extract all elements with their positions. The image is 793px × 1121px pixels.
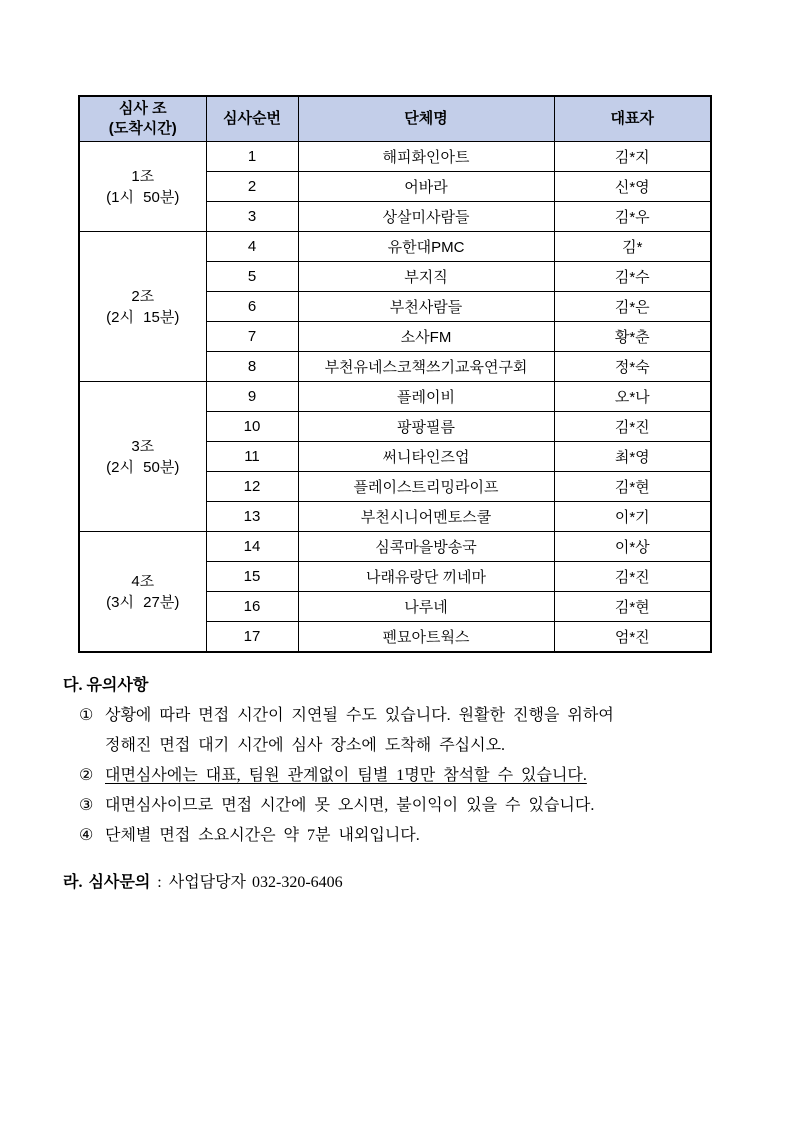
cell-representative: 최*영 bbox=[554, 442, 711, 472]
group-arrival-time: (2시 50분) bbox=[106, 458, 180, 476]
header-representative: 대표자 bbox=[554, 96, 711, 142]
group-arrival-time: (3시 27분) bbox=[106, 593, 180, 611]
cell-representative: 정*숙 bbox=[554, 352, 711, 382]
cell-order-number: 14 bbox=[206, 532, 298, 562]
cell-representative: 김*진 bbox=[554, 562, 711, 592]
cell-organization-name: 소사FM bbox=[298, 322, 554, 352]
notes-list bbox=[63, 701, 735, 851]
notes-section bbox=[63, 671, 735, 914]
group-name: 2조 bbox=[131, 287, 155, 305]
note-text bbox=[105, 761, 735, 791]
cell-representative: 이*기 bbox=[554, 502, 711, 532]
note-marker: ③ bbox=[79, 797, 94, 814]
notes-title: 다. 유의사항 bbox=[63, 677, 149, 694]
note-text-line: 대면심사이므로 면접 시간에 못 오시면, 불이익이 있을 수 있습니다. bbox=[105, 797, 595, 814]
cell-representative: 엄*진 bbox=[554, 622, 711, 653]
cell-order-number: 11 bbox=[206, 442, 298, 472]
cell-order-number: 12 bbox=[206, 472, 298, 502]
cell-representative: 김*현 bbox=[554, 472, 711, 502]
cell-organization-name: 부지직 bbox=[298, 262, 554, 292]
header-judging-group-line1: 심사 조 bbox=[118, 100, 167, 117]
cell-representative: 오*나 bbox=[554, 382, 711, 412]
group-arrival-time: (2시 15분) bbox=[106, 308, 180, 326]
note-marker: ② bbox=[79, 767, 94, 784]
table-row bbox=[79, 532, 711, 562]
cell-organization-name: 플레이스트리밍라이프 bbox=[298, 472, 554, 502]
cell-organization-name: 부천유네스코책쓰기교육연구회 bbox=[298, 352, 554, 382]
cell-order-number: 1 bbox=[206, 142, 298, 172]
group-cell bbox=[79, 142, 206, 232]
cell-representative: 김*은 bbox=[554, 292, 711, 322]
cell-order-number: 5 bbox=[206, 262, 298, 292]
cell-organization-name: 나루네 bbox=[298, 592, 554, 622]
header-judging-group bbox=[79, 96, 206, 142]
header-organization-name: 단체명 bbox=[298, 96, 554, 142]
cell-representative: 김*진 bbox=[554, 412, 711, 442]
contact-separator: : bbox=[157, 874, 162, 891]
cell-order-number: 7 bbox=[206, 322, 298, 352]
cell-representative: 김*수 bbox=[554, 262, 711, 292]
note-item bbox=[63, 701, 735, 761]
contact-label: 라. 심사문의 bbox=[63, 874, 151, 891]
note-marker: ④ bbox=[79, 827, 94, 844]
cell-organization-name: 팡팡필름 bbox=[298, 412, 554, 442]
group-cell bbox=[79, 232, 206, 382]
contact-line bbox=[63, 868, 735, 898]
cell-organization-name: 펜묘아트웍스 bbox=[298, 622, 554, 653]
cell-organization-name: 나래유랑단 끼네마 bbox=[298, 562, 554, 592]
note-text-line: 정해진 면접 대기 시간에 심사 장소에 도착해 주십시오. bbox=[105, 737, 506, 754]
cell-organization-name: 어바라 bbox=[298, 172, 554, 202]
note-text-line: 대면심사에는 대표, 팀원 관계없이 팀별 1명만 참석할 수 있습니다. bbox=[105, 767, 587, 784]
cell-order-number: 13 bbox=[206, 502, 298, 532]
group-cell bbox=[79, 382, 206, 532]
cell-organization-name: 부천시니어멘토스쿨 bbox=[298, 502, 554, 532]
note-item bbox=[63, 791, 735, 821]
cell-organization-name: 써니타인즈업 bbox=[298, 442, 554, 472]
cell-representative: 황*춘 bbox=[554, 322, 711, 352]
contact-value: 사업담당자 032-320-6406 bbox=[168, 874, 343, 891]
group-name: 1조 bbox=[131, 167, 155, 185]
judging-schedule-table bbox=[78, 95, 712, 653]
table-row bbox=[79, 142, 711, 172]
cell-representative: 신*영 bbox=[554, 172, 711, 202]
cell-organization-name: 상살미사람들 bbox=[298, 202, 554, 232]
cell-representative: 김*지 bbox=[554, 142, 711, 172]
cell-order-number: 16 bbox=[206, 592, 298, 622]
note-marker: ① bbox=[79, 707, 94, 724]
schedule-table-body bbox=[79, 142, 711, 653]
group-name: 3조 bbox=[131, 437, 155, 455]
cell-representative: 이*상 bbox=[554, 532, 711, 562]
cell-organization-name: 부천사람들 bbox=[298, 292, 554, 322]
cell-order-number: 2 bbox=[206, 172, 298, 202]
group-name: 4조 bbox=[131, 572, 155, 590]
cell-organization-name: 플레이비 bbox=[298, 382, 554, 412]
header-judging-order: 심사순번 bbox=[206, 96, 298, 142]
cell-organization-name: 해피화인아트 bbox=[298, 142, 554, 172]
cell-order-number: 15 bbox=[206, 562, 298, 592]
note-text bbox=[105, 791, 735, 821]
cell-order-number: 3 bbox=[206, 202, 298, 232]
cell-order-number: 6 bbox=[206, 292, 298, 322]
cell-order-number: 9 bbox=[206, 382, 298, 412]
cell-order-number: 10 bbox=[206, 412, 298, 442]
cell-order-number: 4 bbox=[206, 232, 298, 262]
note-item bbox=[63, 821, 735, 851]
cell-organization-name: 유한대PMC bbox=[298, 232, 554, 262]
note-text bbox=[105, 821, 735, 851]
header-judging-group-line2: (도착시간) bbox=[108, 120, 177, 137]
cell-representative: 김*현 bbox=[554, 592, 711, 622]
table-header-row bbox=[79, 96, 711, 142]
note-text bbox=[105, 701, 735, 761]
group-arrival-time: (1시 50분) bbox=[106, 188, 180, 206]
group-cell bbox=[79, 532, 206, 653]
table-row bbox=[79, 232, 711, 262]
cell-order-number: 8 bbox=[206, 352, 298, 382]
cell-representative: 김* bbox=[554, 232, 711, 262]
note-text-line: 단체별 면접 소요시간은 약 7분 내외입니다. bbox=[105, 827, 420, 844]
note-item bbox=[63, 761, 735, 791]
note-text-line: 상황에 따라 면접 시간이 지연될 수도 있습니다. 원활한 진행을 위하여 bbox=[105, 707, 614, 724]
cell-organization-name: 심콕마을방송국 bbox=[298, 532, 554, 562]
table-row bbox=[79, 382, 711, 412]
cell-order-number: 17 bbox=[206, 622, 298, 653]
cell-representative: 김*우 bbox=[554, 202, 711, 232]
